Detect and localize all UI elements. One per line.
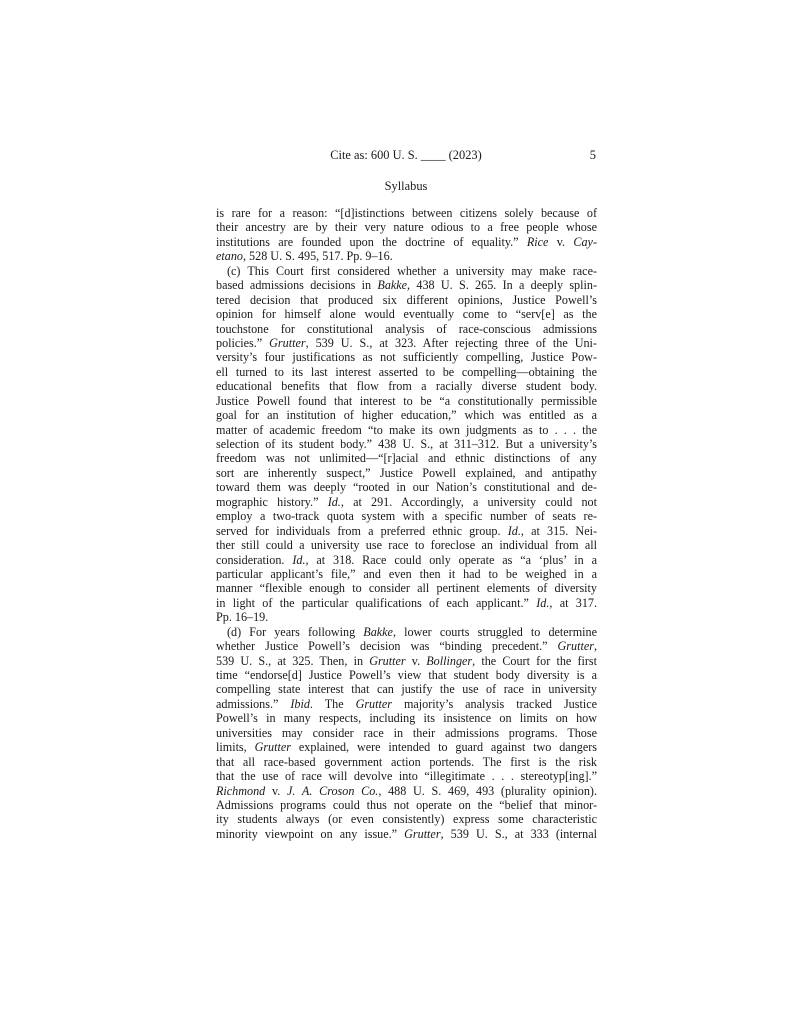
text-line: based admissions decisions in Bakke, 438 U. S. 265. In a deeply splin- [216,278,597,293]
text-line: their ancestry are by their very nature odious to a free people whose [216,220,597,235]
text-line: particular applicant’s file,” and even then it had to be weighed in a [216,566,597,581]
text-line: Pp. 16–19. [216,610,269,625]
text-line: (d) For years following Bakke, lower courts struggled to determine [227,624,597,639]
text-line: limits, Grutter explained, were intended to guard against two dangers [216,740,597,755]
text-line: policies.” Grutter, 539 U. S., at 323. After rejecting three of the Uni- [216,335,597,350]
syllabus-body-text [216,206,597,841]
page-number: 5 [589,148,596,162]
text-line: whether Justice Powell’s decision was “binding precedent.” Grutter, [216,639,597,654]
citation-line: Cite as: 600 U. S. ____ (2023) [330,148,482,162]
text-line: that all race-based government action portends. The first is the risk [216,754,597,769]
text-line: admissions.” Ibid. The Grutter majority’s analysis tracked Justice [216,696,597,711]
text-line: (c) This Court first considered whether a university may make race- [227,263,597,278]
text-line: mographic history.” Id., at 291. Accordingly, a university could not [216,494,597,509]
text-line: time “endorse[d] Justice Powell’s view that student body diversity is a [216,668,597,682]
text-line: ther still could a university use race to foreclose an individual from all [216,538,597,553]
text-line: Justice Powell found that interest to be “a constitutionally permissible [216,393,597,408]
text-line: ity students always (or even consistently) express some characteristic [216,812,597,827]
text-line: educational benefits that flow from a racially diverse student body. [216,379,597,394]
page-header [216,148,596,168]
text-line: opinion for himself alone would eventually come to “serv[e] as the [216,307,597,322]
text-line: selection of its student body.” 438 U. S., at 311–312. But a university’s [216,437,597,451]
text-line: universities may consider race in their admissions programs. Those [216,725,597,740]
text-line: Richmond v. J. A. Croson Co., 488 U. S. 469, 493 (plurality opinion). [216,783,597,798]
text-line: consideration. Id., at 318. Race could only operate as “a ‘plus’ in a [216,552,597,567]
text-line: 539 U. S., at 325. Then, in Grutter v. Bollinger, the Court for the first [216,653,597,668]
text-line: freedom was not unlimited—“[r]acial and ethnic distinctions of any [216,451,597,466]
text-line: minority viewpoint on any issue.” Grutter, 539 U. S., at 333 (internal [216,826,597,841]
text-line: is rare for a reason: “[d]istinctions between citizens solely because of [216,206,597,220]
text-line: sort are inherently suspect,” Justice Powell explained, and antipathy [216,465,597,480]
running-head: Syllabus [384,179,428,193]
text-line: matter of academic freedom “to make its own judgments as to . . . the [216,422,597,437]
text-line: in light of the particular qualifications of each applicant.” Id., at 317. [216,595,597,610]
text-line: touchstone for constitutional analysis of race-conscious admissions [216,321,597,336]
text-line: versity’s four justifications as not sufficiently compelling, Justice Pow- [216,350,597,365]
text-line: institutions are founded upon the doctrine of equality.” Rice v. Cay- [216,234,597,249]
text-line: toward them was deeply “rooted in our Nation’s constitutional and de- [216,480,597,495]
text-line: ell turned to its last interest asserted to be compelling—obtaining the [216,364,597,379]
text-line: served for individuals from a preferred ethnic group. Id., at 315. Nei- [216,523,597,538]
text-line: tered decision that produced six different opinions, Justice Powell’s [216,292,597,307]
text-line: Admissions programs could thus not operate on the “belief that minor- [216,797,597,812]
text-line: that the use of race will devolve into “illegitimate . . . stereotyp[ing].” [216,769,597,784]
text-line: manner “flexible enough to consider all pertinent elements of diversity [216,581,597,596]
text-line: Powell’s in many respects, including its insistence on limits on how [216,711,597,726]
text-line: employ a two-track quota system with a specific number of seats re- [216,509,597,524]
text-line: goal for an institution of higher education,” which was entitled as a [216,408,597,423]
text-line: compelling state interest that can justify the use of race in university [216,682,597,697]
text-line: etano, 528 U. S. 495, 517. Pp. 9–16. [216,249,393,264]
